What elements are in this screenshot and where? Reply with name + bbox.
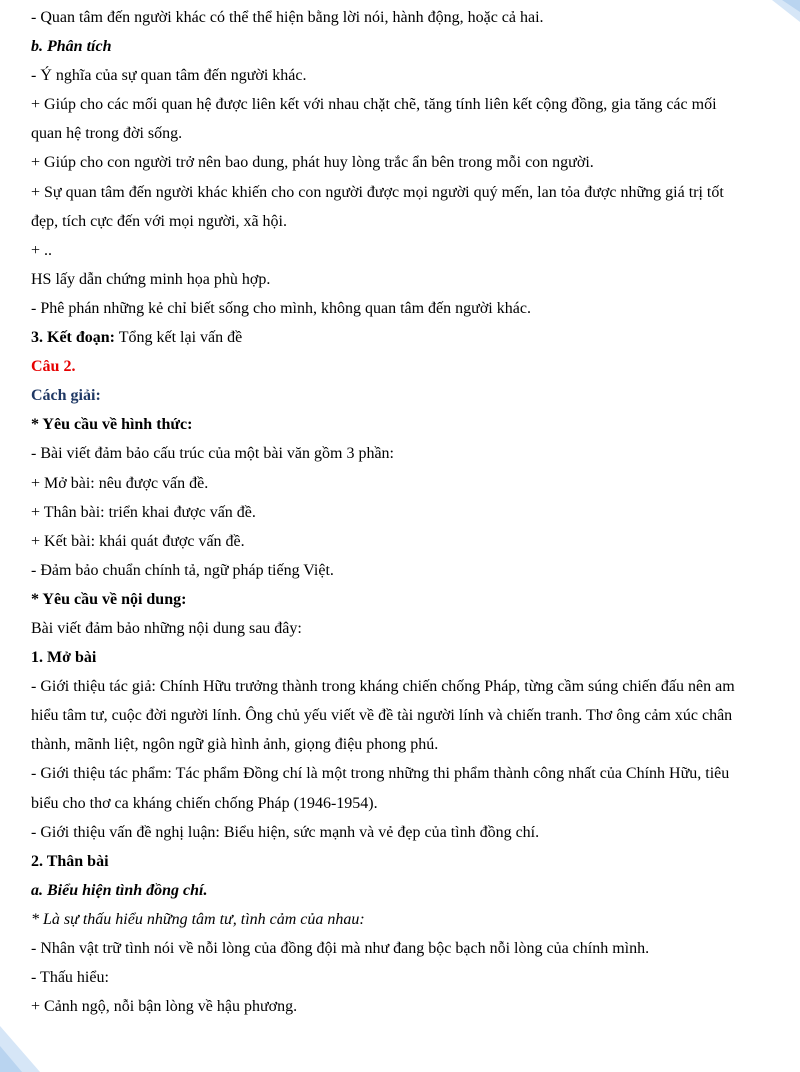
- text-line: - Đảm bảo chuẩn chính tả, ngữ pháp tiếng Việt.: [31, 561, 334, 579]
- text-line: + Giúp cho các mối quan hệ được liên kết với nhau chặt chẽ, tăng tính liên kết cộng đồng, gia tăng các mối: [31, 96, 717, 114]
- solution-heading: Cách giải:: [31, 387, 101, 405]
- text-line: biểu cho thơ ca kháng chiến chống Pháp (1946-1954).: [31, 794, 378, 812]
- ket-doan-text: Tổng kết lại vấn đề: [115, 329, 243, 347]
- document-page: [31, 3, 781, 1021]
- text-line: HS lấy dẫn chứng minh họa phù hợp.: [31, 270, 271, 288]
- text-line: quan hệ trong đời sống.: [31, 125, 183, 143]
- ket-doan-line: [31, 323, 781, 352]
- subheading-bieu-hien: a. Biểu hiện tình đồng chí.: [31, 881, 208, 899]
- text-line: - Ý nghĩa của sự quan tâm đến người khác.: [31, 67, 307, 85]
- content-requirements-heading: * Yêu cầu về nội dung:: [31, 590, 187, 608]
- text-line: - Giới thiệu tác giả: Chính Hữu trưởng thành trong kháng chiến chống Pháp, từng cầm súng chiến đấu nên am: [31, 678, 735, 696]
- subheading-phan-tich: b. Phân tích: [31, 38, 112, 56]
- text-line: - Thấu hiểu:: [31, 969, 109, 987]
- text-line: đẹp, tích cực đến với mọi người, xã hội.: [31, 212, 287, 230]
- text-line: - Giới thiệu vấn đề nghị luận: Biểu hiện, sức mạnh và vẻ đẹp của tình đồng chí.: [31, 823, 540, 841]
- text-line: + Sự quan tâm đến người khác khiến cho con người được mọi người quý mến, lan tỏa được những giá trị tốt: [31, 183, 724, 201]
- text-line: + Thân bài: triển khai được vấn đề.: [31, 503, 256, 521]
- italic-point: * Là sự thấu hiểu những tâm tư, tình cảm của nhau:: [31, 910, 365, 928]
- text-line: thành, mãnh liệt, ngôn ngữ già hình ảnh, giọng điệu phong phú.: [31, 736, 439, 754]
- text-line: + ..: [31, 241, 53, 259]
- mo-bai-heading: 1. Mở bài: [31, 649, 97, 667]
- text-line: Bài viết đảm bảo những nội dung sau đây:: [31, 619, 302, 637]
- text-line: - Phê phán những kẻ chỉ biết sống cho mình, không quan tâm đến người khác.: [31, 299, 531, 317]
- text-line: - Nhân vật trữ tình nói về nỗi lòng của đồng đội mà như đang bộc bạch nỗi lòng của chính mình.: [31, 940, 650, 957]
- text-line: hiểu tâm tư, cuộc đời người lính. Ông chủ yếu viết về đề tài người lính và chiến tranh. Thơ ông cảm xúc chân: [31, 707, 733, 725]
- text-line: - Bài viết đảm bảo cấu trúc của một bài văn gồm 3 phần:: [31, 445, 394, 463]
- text-line: + Giúp cho con người trở nên bao dung, phát huy lòng trắc ẩn bên trong mỗi con người.: [31, 154, 594, 172]
- than-bai-heading: 2. Thân bài: [31, 852, 109, 870]
- ket-doan-label: 3. Kết đoạn:: [31, 329, 115, 347]
- text-line: - Giới thiệu tác phẩm: Tác phẩm Đồng chí là một trong những thi phẩm thành công nhất của Chính Hữu, tiêu: [31, 765, 730, 783]
- text-line: - Quan tâm đến người khác có thể thể hiện bằng lời nói, hành động, hoặc cả hai.: [31, 9, 544, 26]
- question-2-heading: Câu 2.: [31, 358, 76, 376]
- form-requirements-heading: * Yêu cầu về hình thức:: [31, 416, 193, 434]
- text-line: + Cảnh ngộ, nỗi bận lòng về hậu phương.: [31, 998, 298, 1016]
- text-line: + Mở bài: nêu được vấn đề.: [31, 474, 209, 492]
- text-line: + Kết bài: khái quát được vấn đề.: [31, 532, 245, 550]
